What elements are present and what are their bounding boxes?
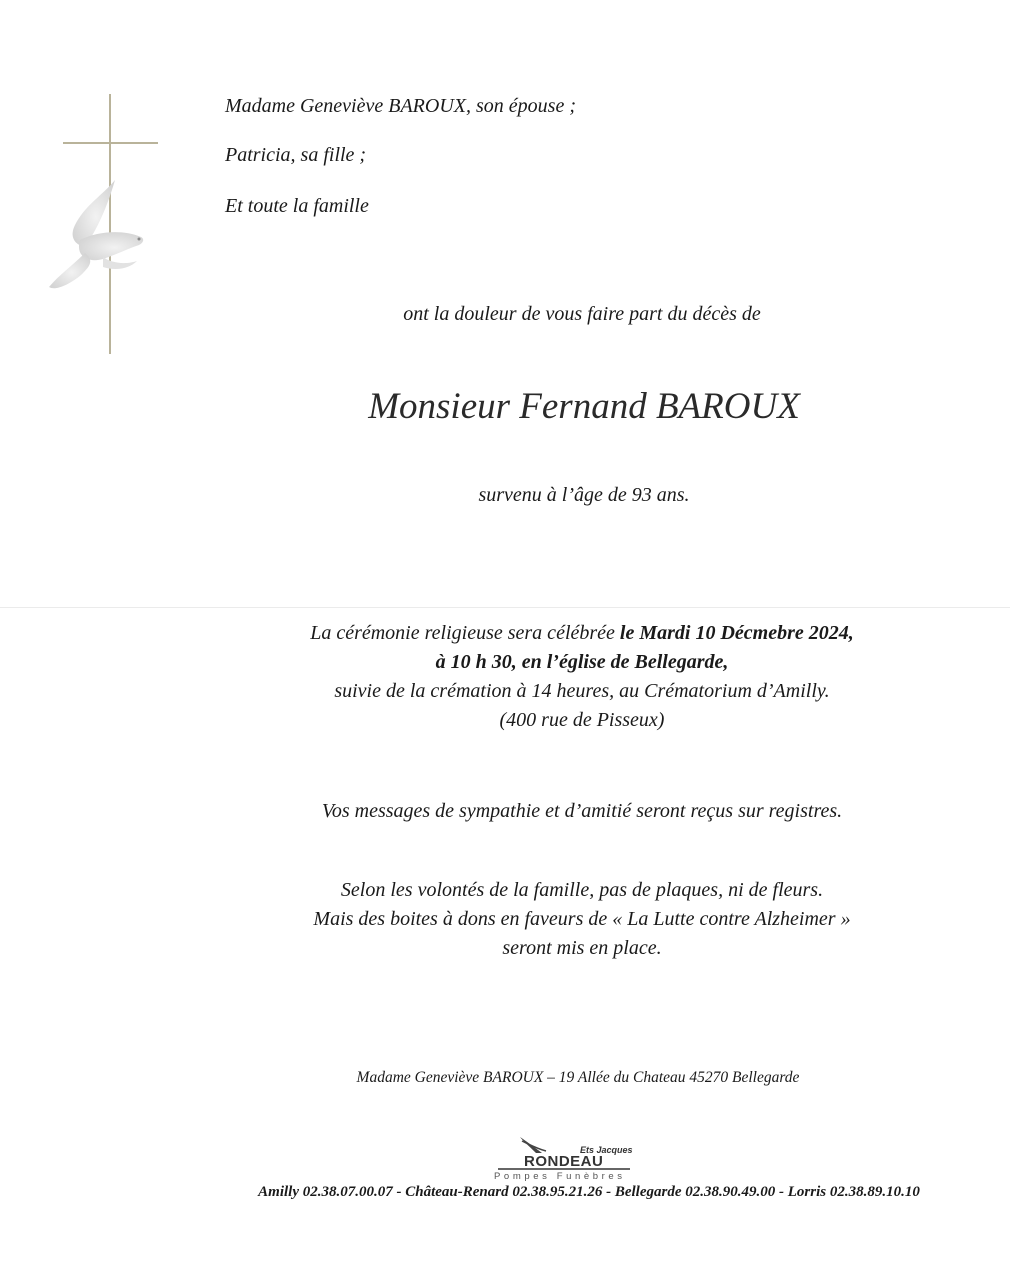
wishes-line-1: Selon les volontés de la famille, pas de plaques, ni de fleurs.: [340, 879, 824, 901]
family-line-daughter: Patricia, sa fille ;: [225, 144, 367, 166]
logo-subtitle: Pompes Funèbres: [494, 1171, 626, 1182]
contact-address: Madame Geneviève BAROUX – 19 Allée du Chateau 45270 Bellegarde: [356, 1069, 800, 1086]
wishes-line-2: Mais des boites à dons en faveurs de « La Lutte contre Alzheimer »: [313, 908, 851, 930]
logo-name: RONDEAU: [524, 1153, 604, 1170]
age-line: survenu à l’âge de 93 ans.: [478, 484, 690, 506]
ceremony-block: [258, 619, 906, 735]
ceremony-prefix: La cérémonie religieuse sera célébrée: [310, 622, 620, 644]
deceased-name: Monsieur Fernand BAROUX: [368, 386, 800, 427]
family-line-spouse: Madame Geneviève BAROUX, son épouse ;: [225, 95, 576, 117]
ceremony-line-2: [258, 648, 906, 677]
ceremony-date: le Mardi 10 Décmebre 2024,: [619, 622, 854, 644]
dove-icon: [45, 175, 155, 305]
announcement-intro: ont la douleur de vous faire part du décès de: [403, 303, 761, 325]
ceremony-line-1: [258, 619, 906, 648]
phone-numbers: Amilly 02.38.07.00.07 - Château-Renard 02.38.95.21.26 - Bellegarde 02.38.90.49.00 - Lorris 02.38.89.10.10: [258, 1184, 920, 1200]
ceremony-cremation: suivie de la crémation à 14 heures, au Crématorium d’Amilly.: [334, 680, 830, 702]
ceremony-address: (400 rue de Pisseux): [499, 709, 665, 731]
family-line-all: Et toute la famille: [225, 195, 369, 217]
wishes-block: [258, 876, 906, 963]
fold-divider: [0, 607, 1010, 608]
logo-small-text: Ets Jacques: [580, 1145, 633, 1155]
funeral-home-logo: [490, 1133, 640, 1185]
messages-line: Vos messages de sympathie et d’amitié seront reçus sur registres.: [321, 800, 843, 822]
cross-horizontal-bar: [63, 142, 158, 144]
wishes-line-3: seront mis en place.: [502, 937, 662, 959]
ceremony-time-place: à 10 h 30, en l’église de Bellegarde,: [435, 651, 729, 673]
